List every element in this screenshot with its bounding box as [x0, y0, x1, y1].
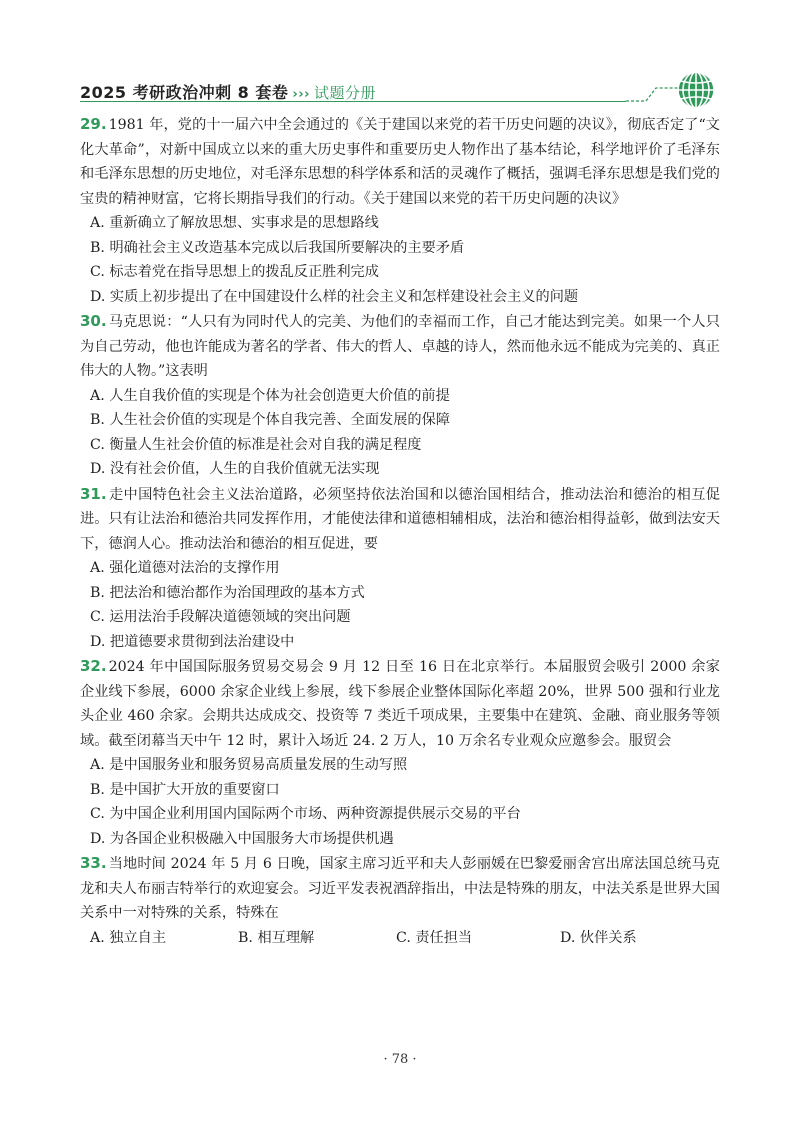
question-number: 29.: [80, 115, 107, 133]
question-text: 当地时间 2024 年 5 月 6 日晚，国家主席习近平和夫人彭丽媛在巴黎爱丽舍宫出席法国总统马克龙和夫人布丽吉特举行的欢迎宴会。习近平发表祝酒辞指出，中法是特殊的朋友，中法关系是世界大国关系中一对特殊的关系，特殊在: [80, 856, 720, 921]
option-a: A. 独立自主: [90, 929, 167, 946]
question-30: [80, 309, 720, 482]
option-c: C. 责任担当: [396, 929, 473, 946]
globe-logo-icon: [676, 70, 716, 110]
option-a: A. 强化道德对法治的支撑作用: [90, 560, 280, 576]
option-c: C. 为中国企业利用国内国际两个市场、两种资源提供展示交易的平台: [90, 806, 521, 822]
header-rule: [80, 101, 626, 102]
option-d: D. 实质上初步提出了在中国建设什么样的社会主义和怎样建设社会主义的问题: [90, 288, 579, 305]
option-b: B. 人生社会价值的实现是个体自我完善、全面发展的保障: [90, 412, 450, 428]
question-32: [80, 654, 720, 851]
option-d: D. 为各国企业积极融入中国服务大市场提供机遇: [90, 830, 394, 847]
question-text: 走中国特色社会主义法治道路，必须坚持依法治国和以德治国相结合，推动法治和德治的相互促进。只有让法治和德治共同发挥作用，才能使法律和道德相辅相成，法治和德治相得益彰，做到法安天下，德润人心。推动法治和德治的相互促进，要: [80, 486, 720, 552]
question-number: 33.: [80, 854, 107, 872]
question-list: [80, 112, 720, 950]
page-header: [80, 70, 720, 110]
option-c: C. 衡量人生社会价值的标准是社会对自我的满足程度: [90, 436, 422, 453]
question-number: 31.: [80, 484, 107, 503]
question-number: 30.: [80, 312, 107, 330]
book-title: 2025 考研政治冲刺 8 套卷: [80, 83, 289, 102]
question-stem: [80, 309, 720, 384]
page-number: · 78 ·: [383, 1052, 417, 1067]
question-31: [80, 482, 720, 655]
option-row: [80, 926, 720, 951]
option-c: C. 运用法治手段解决道德领域的突出问题: [90, 609, 351, 625]
option-a: A. 人生自我价值的实现是个体为社会创造更大价值的前提: [90, 387, 450, 404]
option-d: D. 没有社会价值，人生的自我价值就无法实现: [90, 461, 380, 477]
option-d: D. 把道德要求贯彻到法治建设中: [90, 633, 295, 650]
option-b: B. 把法治和德治都作为治国理政的基本方式: [90, 584, 365, 601]
option-a: A. 是中国服务业和服务贸易高质量发展的生动写照: [90, 757, 408, 773]
question-33: [80, 851, 720, 950]
question-text: 1981 年，党的十一届六中全会通过的《关于建国以来党的若干历史问题的决议》，彻底否定了“文化大革命”，对新中国成立以来的重大历史事件和重要历史人物作出了基本结论，科学地评价了毛泽东和毛泽东思想的历史地位，对毛泽东思想的科学体系和活的灵魂作了概括，强调毛泽东思想是我们党的宝贵的精神财富，它将长期指导我们的行动。《关于建国以来党的若干历史问题的决议》: [80, 117, 720, 207]
question-stem: [80, 112, 720, 211]
header-arrows: ›››: [292, 87, 310, 102]
header-title-row: [80, 80, 376, 103]
question-text: 2024 年中国国际服务贸易交易会 9 月 12 日至 16 日在北京举行。本届服贸会吸引 2000 余家企业线下参展，6000 余家企业线上参展，线下参展企业整体国际化率超 20%，世界 500 强和行业龙头企业 460 余家。会期共达成成交、投资等 7 类近千项成果，主要集中在建筑、金融、商业服务等领域。截至闭幕当天中午 12 时，累计入场近 24. 2 万人，10 万余名专业观众应邀参会。服贸会: [80, 659, 720, 749]
option-d: D. 伙伴关系: [560, 929, 637, 946]
question-stem: [80, 851, 720, 926]
question-stem: [80, 654, 720, 753]
question-number: 32.: [80, 657, 107, 675]
option-c: C. 标志着党在指导思想上的拨乱反正胜利完成: [90, 264, 379, 280]
question-stem: [80, 482, 720, 557]
option-b: B. 明确社会主义改造基本完成以后我国所要解决的主要矛盾: [90, 239, 465, 256]
option-a: A. 重新确立了解放思想、实事求是的思想路线: [90, 215, 379, 231]
section-subtitle: 试题分册: [313, 84, 376, 102]
option-b: B. 相互理解: [238, 929, 315, 946]
option-b: B. 是中国扩大开放的重要窗口: [90, 781, 280, 798]
question-29: [80, 112, 720, 309]
question-text: 马克思说：“人只有为同时代人的完美、为他们的幸福而工作，自己才能达到完美。如果一个人只为自己劳动，他也许能成为著名的学者、伟大的哲人、卓越的诗人，然而他永远不能成为完美的、真正伟大的人物。”这表明: [80, 314, 720, 379]
